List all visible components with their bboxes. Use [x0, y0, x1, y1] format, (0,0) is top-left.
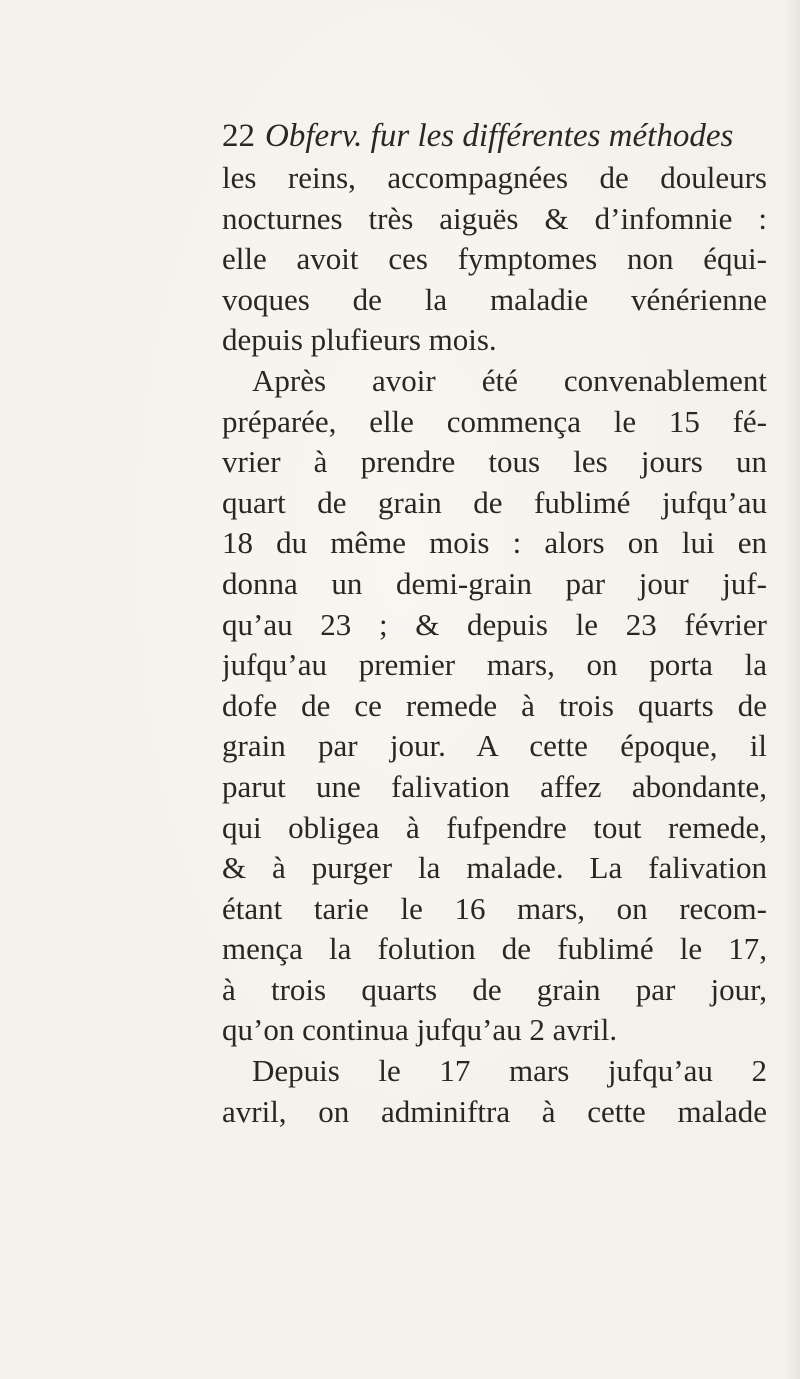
text-line: étant tarie le 16 mars, on recom- — [222, 890, 767, 926]
text-line: mença la folution de fublimé le 17, — [222, 931, 767, 967]
text-line: Après avoir été convenablement — [252, 362, 767, 398]
text-line: vrier à prendre tous les jours un — [222, 444, 767, 480]
text-line: & à purger la malade. La falivation — [222, 850, 767, 886]
body-text — [222, 158, 767, 1132]
text-line: jufqu’au premier mars, on porta la — [222, 647, 767, 683]
text-line: voques de la maladie vénérienne — [222, 281, 767, 317]
text-line: 18 du même mois : alors on lui en — [222, 525, 767, 561]
text-line: quart de grain de fublimé jufqu’au — [222, 484, 767, 520]
text-line: avril, on adminiftra à cette malade — [222, 1093, 767, 1129]
text-line: depuis plufieurs mois. — [222, 322, 497, 358]
text-line: à trois quarts de grain par jour, — [222, 971, 767, 1007]
text-line: qui obligea à fufpendre tout remede, — [222, 809, 767, 845]
running-head — [222, 116, 762, 156]
text-line: grain par jour. A cette époque, il — [222, 728, 767, 764]
text-line: Depuis le 17 mars jufqu’au 2 — [252, 1053, 767, 1089]
text-line: nocturnes très aiguës & d’infomnie : — [222, 200, 767, 236]
text-line: elle avoit ces fymptomes non équi- — [222, 241, 767, 277]
page-edge-shadow — [786, 0, 800, 1379]
text-line: qu’au 23 ; & depuis le 23 février — [222, 606, 767, 642]
text-line: les reins, accompagnées de douleurs — [222, 160, 767, 195]
page-number: 22 — [222, 118, 255, 154]
text-line: dofe de ce remede à trois quarts de — [222, 687, 767, 723]
text-line: parut une falivation affez abondante, — [222, 768, 767, 804]
text-line: donna un demi-grain par jour juf- — [222, 565, 767, 601]
text-line: qu’on continua jufqu’au 2 avril. — [222, 1012, 618, 1048]
running-title: Obferv. fur les différentes méthodes — [265, 118, 734, 154]
text-line: préparée, elle commença le 15 fé- — [222, 403, 767, 439]
